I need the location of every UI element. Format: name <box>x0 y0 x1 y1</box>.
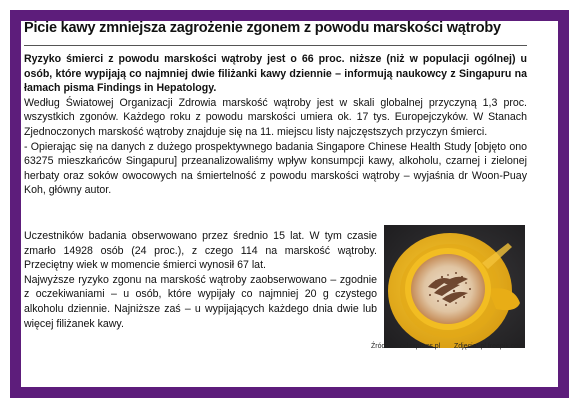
lead-paragraph: Ryzyko śmierci z powodu marskości wątroby jest o 66 proc. niższe (niż w populacji ogólnej) u osób, które wypijają co najmniej dwie filiżanki kawy dziennie – informują naukowcy z Singapuru na łamach pisma Findings in Hepatology. <box>24 53 527 95</box>
paragraph-study: - Opierając się na danych z dużego prospektywnego badania Singapore Chinese Health Study [objęto ono 63275 mieszkańców Singapuru] przeanalizowaliśmy wpływ konsumpcji kawy, alkoholu, czarnej i zielonej herbaty oraz soków owocowych na śmiertelność z powodu marskości wątroby – wyjaśnia dr Woon-Puay Koh, główny autor. <box>24 140 527 197</box>
title-divider <box>24 45 527 46</box>
article-body <box>24 52 527 198</box>
photo-credit: Zdjęcia: pl.freepik.com <box>454 343 525 350</box>
paragraph-observation: Uczestników badania obserwowano przez średnio 15 lat. W tym czasie zmarło 14928 osób (24 proc.), z czego 114 na marskość wątroby. Przeciętny wiek w momencie śmierci wynosił 67 lat. <box>24 230 377 272</box>
coffee-cup-illustration <box>384 225 525 348</box>
article-title: Picie kawy zmniejsza zagrożenie zgonem z powodu marskości wątroby <box>24 20 501 36</box>
coffee-cup-photo <box>384 225 525 348</box>
article-body-wrapped <box>24 229 377 331</box>
paragraph-risk: Najwyższe ryzyko zgonu na marskość wątroby zaobserwowano – zgodnie z oczekiwaniami – u osób, które wypijały co najmniej 20 g czystego alkoholu dziennie. Najniższe zaś – u wypijających każdego dnia dwie lub więcej filiżanek kawy. <box>24 273 377 330</box>
source-note: Źródło: medexpress.pl <box>371 343 441 350</box>
paragraph-who: Według Światowej Organizacji Zdrowia marskość wątroby jest w skali globalnej przyczyną 1,3 proc. wszystkich zgonów. Każdego roku z powodu marskości umiera ok. 17 tys. Europejczyków. W Stanach Zjednoczonych marskość wątroby znajduje się na 11. miejscu listy najczęstszych przyczyn śmierci. <box>24 96 527 138</box>
